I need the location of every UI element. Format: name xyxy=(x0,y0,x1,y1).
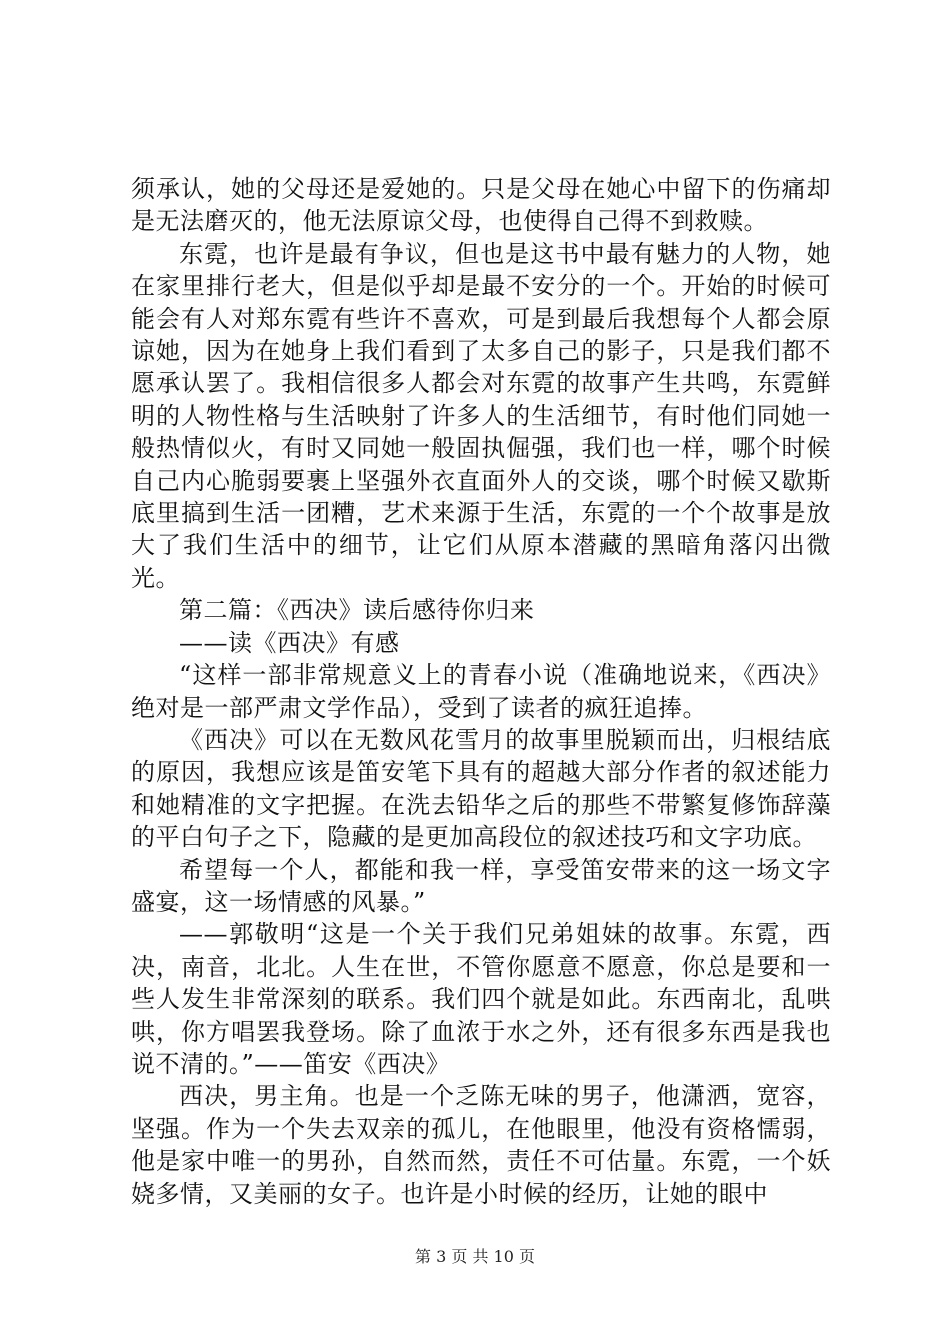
paragraph-quote-end: 希望每一个人，都能和我一样，享受笛安带来的这一场文字盛宴，这一场情感的风暴。” xyxy=(131,855,831,916)
paragraph-quote-start: “这样一部非常规意义上的青春小说（准确地说来，《西决》绝对是一部严肃文学作品），受到了读者的疯狂追捧。 xyxy=(131,661,831,722)
body-text xyxy=(131,173,831,1210)
paragraph-xijue-character: 西决，男主角。也是一个乏陈无味的男子，他潇洒，宽容，坚强。作为一个失去双亲的孤儿，在他眼里，他没有资格懦弱，他是家中唯一的男孙，自然而然，责任不可估量。东霓，一个妖娆多情，又美丽的女子。也许是小时候的经历，让她的眼中 xyxy=(131,1082,831,1208)
paragraph-dongni: 东霓，也许是最有争议，但也是这书中最有魅力的人物，她在家里排行老大，但是似乎却是最不安分的一个。开始的时候可能会有人对郑东霓有些许不喜欢，可是到最后我想每个人都会原谅她，因为在她身上我们看到了太多自己的影子，只是我们都不愿承认罢了。我相信很多人都会对东霓的故事产生共鸣，东霓鲜明的人物性格与生活映射了许多人的生活细节，有时他们同她一般热情似火，有时又同她一般固执倔强，我们也一样，哪个时候自己内心脆弱要裹上坚强外衣直面外人的交谈，哪个时候又歇斯底里搞到生活一团糟，艺术来源于生活，东霓的一个个故事是放大了我们生活中的细节，让它们从原本潜藏的黑暗角落闪出微光。 xyxy=(131,239,831,592)
paragraph-continuation: 须承认，她的父母还是爱她的。只是父母在她心中留下的伤痛却是无法磨灭的，他无法原谅父母，也使得自己得不到救赎。 xyxy=(131,175,831,236)
page-number-footer: 第 3 页 共 10 页 xyxy=(415,1247,535,1266)
section-subheading: ——读《西决》有感 xyxy=(179,628,400,657)
paragraph-xijue-praise: 《西决》可以在无数风花雪月的故事里脱颖而出，归根结底的原因，我想应该是笛安笔下具有的超越大部分作者的叙述能力和她精准的文字把握。在洗去铅华之后的那些不带繁复修饰辞藻的平白句子之下，隐藏的是更加高段位的叙述技巧和文字功底。 xyxy=(131,725,831,852)
section-heading: 第二篇：《西决》读后感待你归来 xyxy=(179,596,535,625)
paragraph-author-quote: ——郭敬明“这是一个关于我们兄弟姐妹的故事。东霓，西决，南音，北北。人生在世，不管你愿意不愿意，你总是要和一些人发生非常深刻的联系。我们四个就是如此。东西南北，乱哄哄，你方唱罢我登场。除了血浓于水之外，还有很多东西是我也说不清的。”——笛安《西决》 xyxy=(131,920,831,1078)
